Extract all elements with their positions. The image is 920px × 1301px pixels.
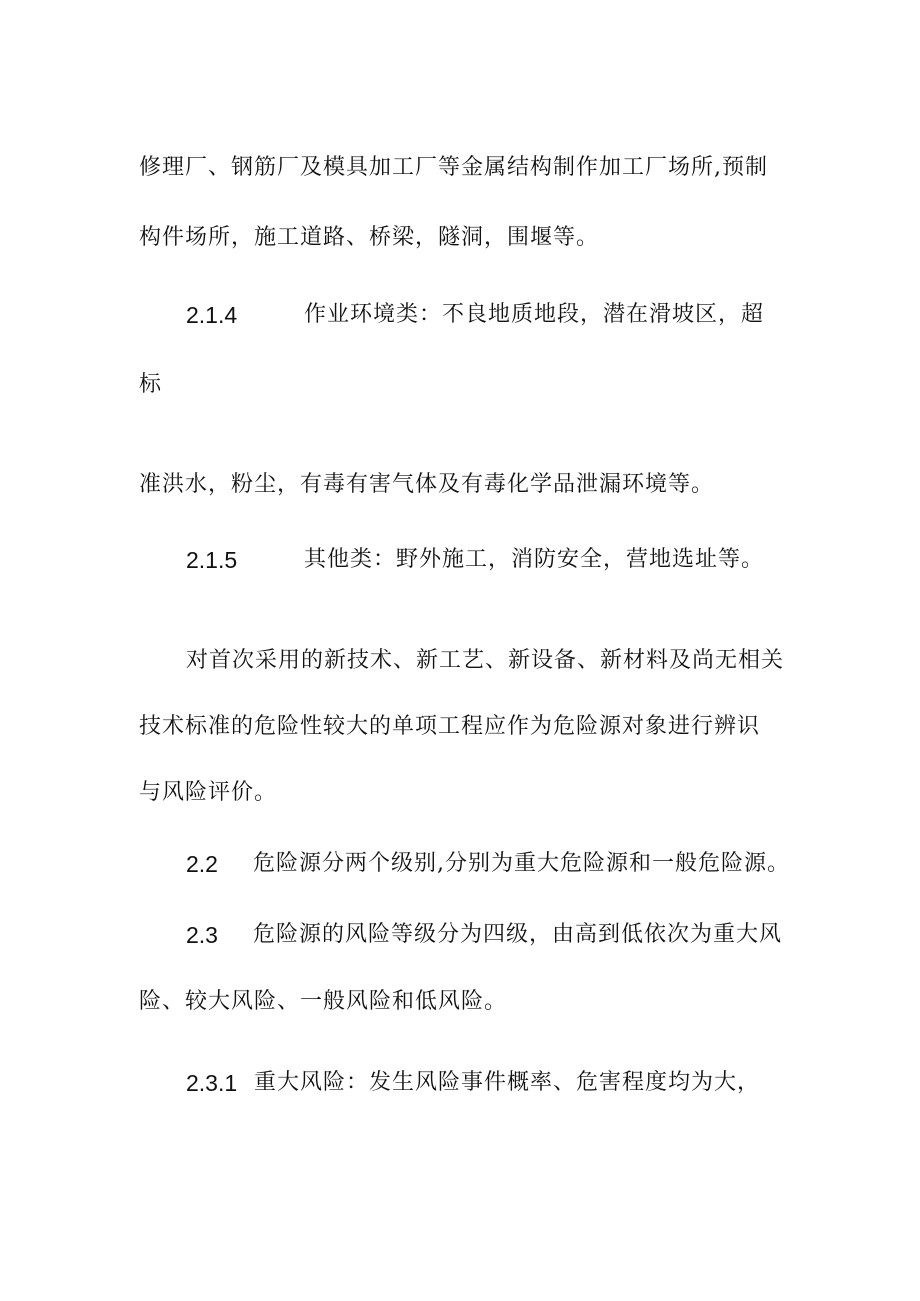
paragraph-line: 危险源分两个级别,分别为重大危险源和一般危险源。: [253, 851, 790, 876]
paragraph-line: 危险源的风险等级分为四级，由高到低依次为重大风: [253, 922, 783, 947]
section-number: 2.1.4: [186, 302, 238, 328]
paragraph-line: 修理厂、钢筋厂及模具加工厂等金属结构制作加工厂场所,预制: [139, 155, 768, 180]
section-number: 2.1.5: [186, 547, 238, 573]
paragraph-line: 险、较大风险、一般风险和低风险。: [139, 989, 508, 1014]
section-number: 2.3: [186, 922, 218, 948]
section-number: 2.2: [186, 851, 218, 877]
paragraph-line: 作业环境类：不良地质地段，潜在滑坡区，超: [304, 302, 765, 327]
paragraph-line: 准洪水，粉尘，有毒有害气体及有毒化学品泄漏环境等。: [139, 472, 715, 497]
paragraph-line: 标: [139, 372, 163, 397]
section-number: 2.3.1: [186, 1070, 238, 1096]
paragraph-line: 对首次采用的新技术、新工艺、新设备、新材料及尚无相关: [186, 648, 785, 673]
paragraph-line: 技术标准的危险性较大的单项工程应作为危险源对象进行辨识: [139, 714, 761, 739]
paragraph-line: 与风险评价。: [139, 780, 278, 805]
paragraph-line: 重大风险：发生风险事件概率、危害程度均为大，: [254, 1070, 761, 1095]
paragraph-line: 构件场所，施工道路、桥梁，隧洞，围堰等。: [139, 225, 600, 250]
paragraph-line: 其他类：野外施工，消防安全，营地选址等。: [304, 547, 765, 572]
